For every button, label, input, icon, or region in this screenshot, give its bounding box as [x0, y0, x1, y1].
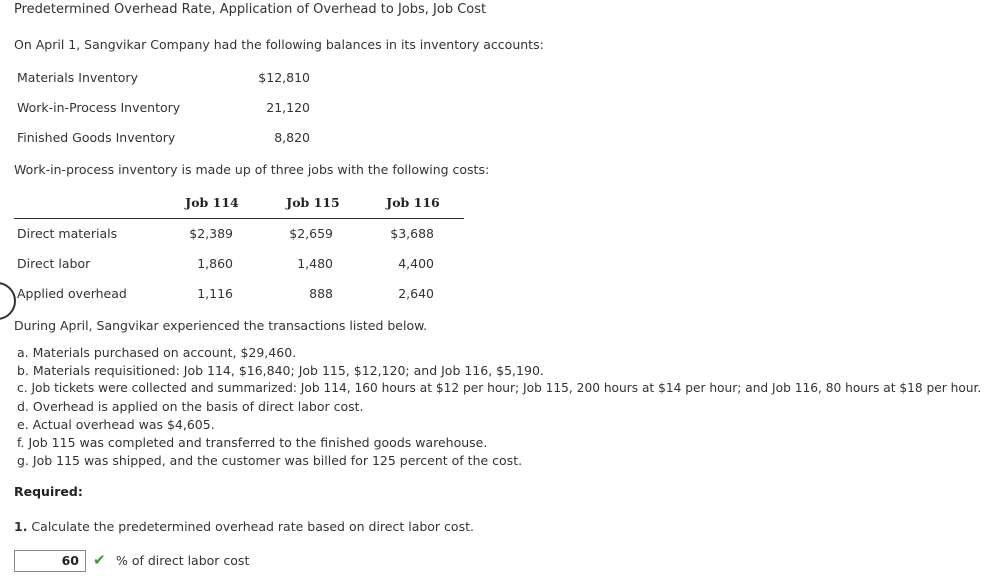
job-header: Job 115 [286, 195, 340, 210]
job-row-label: Direct materials [17, 226, 118, 241]
answer-unit: % of direct labor cost [116, 553, 250, 568]
job-cell: 1,480 [297, 256, 333, 271]
transaction-item: f. Job 115 was completed and transferred to the finished goods warehouse. [17, 435, 488, 450]
inventory-value: 8,820 [274, 130, 310, 145]
page-title: Predetermined Overhead Rate, Application of Overhead to Jobs, Job Cost [14, 2, 487, 17]
intro-text: On April 1, Sangvikar Company had the following balances in its inventory accounts: [14, 37, 544, 52]
wip-intro-text: Work-in-process inventory is made up of three jobs with the following costs: [14, 162, 490, 177]
during-text: During April, Sangvikar experienced the transactions listed below. [14, 318, 428, 333]
table-header-rule [14, 218, 464, 219]
inventory-value: 21,120 [266, 100, 310, 115]
question-number: 1. [14, 519, 28, 534]
transaction-item: c. Job tickets were collected and summarized: Job 114, 160 hours at $12 per hour; Job 115, 200 hours at $14 per hour; and Job 116, 80 hours at $18 per hour. [17, 381, 982, 395]
job-cell: $2,659 [289, 226, 333, 241]
required-heading: Required: [14, 484, 83, 499]
transaction-item: g. Job 115 was shipped, and the customer was billed for 125 percent of the cost. [17, 453, 523, 468]
margin-circle-mark [0, 282, 16, 320]
transaction-item: e. Actual overhead was $4,605. [17, 417, 215, 432]
question-1 [14, 519, 474, 534]
transaction-item: a. Materials purchased on account, $29,460. [17, 345, 297, 360]
job-cell: 4,400 [398, 256, 434, 271]
job-cell: 1,116 [197, 286, 233, 301]
checkmark-icon: ✔ [93, 551, 106, 569]
job-cell: 2,640 [398, 286, 434, 301]
inventory-label: Finished Goods Inventory [17, 130, 176, 145]
answer-input[interactable]: 60 [14, 550, 86, 572]
job-cell: $3,688 [390, 226, 434, 241]
inventory-label: Work-in-Process Inventory [17, 100, 181, 115]
job-row-label: Applied overhead [17, 286, 127, 301]
job-cell: 888 [309, 286, 333, 301]
inventory-value: $12,810 [258, 70, 310, 85]
job-row-label: Direct labor [17, 256, 91, 271]
question-text: Calculate the predetermined overhead rate based on direct labor cost. [27, 519, 474, 534]
inventory-label: Materials Inventory [17, 70, 138, 85]
transaction-item: d. Overhead is applied on the basis of direct labor cost. [17, 399, 364, 414]
job-cell: 1,860 [197, 256, 233, 271]
job-header: Job 116 [386, 195, 440, 210]
transaction-item: b. Materials requisitioned: Job 114, $16,840; Job 115, $12,120; and Job 116, $5,190. [17, 363, 544, 378]
job-header: Job 114 [185, 195, 239, 210]
job-cell: $2,389 [189, 226, 233, 241]
